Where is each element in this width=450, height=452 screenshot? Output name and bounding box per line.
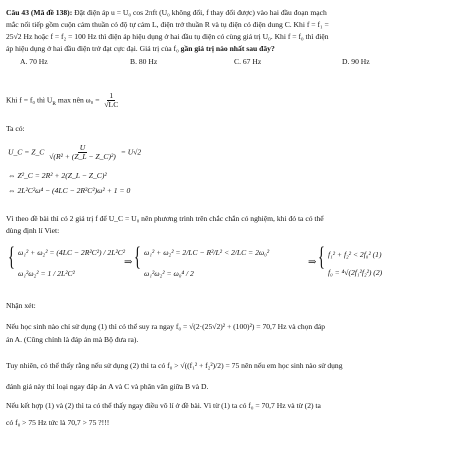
- answer-d: D. 90 Hz: [342, 57, 370, 66]
- resonance-text-a: Khi f = f₀ thì U: [6, 95, 53, 105]
- remark-2-line-b: đánh giá này thì loại ngay đáp án A và C và phân vân giữa B và D.: [6, 382, 209, 391]
- resonance-sub: R: [52, 101, 56, 108]
- resonance-text-b: max nên ω₀ =: [55, 95, 100, 105]
- resonance-den: √LC: [104, 100, 119, 110]
- implies-arrow-2: ⇒: [308, 257, 317, 268]
- resonance-line: [6, 92, 121, 110]
- uc-rhs: = U√2: [120, 147, 142, 157]
- question-emphasis: gần giá trị nào nhất sau đây?: [180, 44, 275, 53]
- question-header: Câu 43 (Mã đề 138):: [6, 8, 73, 17]
- answer-a: A. 70 Hz: [20, 57, 48, 66]
- question-line-4: [6, 44, 275, 53]
- system-2a: ω₁² + ω₂² = 2/LC − R²/L² < 2/LC = 2ω₀²: [144, 248, 270, 257]
- answer-b: B. 80 Hz: [130, 57, 158, 66]
- step-2: ⇔ 2L²C²ω⁴ − (4LC − 2R²C²)ω² + 1 = 0: [8, 186, 131, 195]
- question-text-1: Đặt điện áp u = U₀ cos 2πft (U₀ không đổi, f thay đổi được) vào hai đầu đoạn mạch: [74, 8, 327, 17]
- remark-1-line-b: án A. (Cũng chính là đáp án mà Bộ đưa ra).: [6, 335, 139, 344]
- system-1a: ω₁² + ω₂² = (4LC − 2R²C²) / 2L²C²: [18, 248, 126, 257]
- brace-3: {: [318, 242, 325, 271]
- resonance-fraction: [102, 92, 120, 110]
- step-1: ⇔ Z²_C = 2R² + 2(Z_L − Z_C)²: [8, 171, 107, 180]
- uc-den: √(R² + (Z_L − Z_C)²): [49, 152, 116, 162]
- question-line-2: mắc nối tiếp gồm cuộn cảm thuần có độ tự cảm L, điện trở thuần R và tụ điện có điện dung C. Khi f = f₁ =: [6, 20, 329, 29]
- system-3a: f₁² + f₂² < 2f₀² (1): [328, 250, 382, 259]
- uc-num: U: [79, 143, 86, 152]
- remark-2-line-a: Tuy nhiên, có thể thấy rằng nếu sử dụng (2) thì ta có f₀ > √((f₁² + f₂²)/2) = 75 nên nếu em học sinh nào sử dụng: [6, 361, 343, 370]
- uc-lhs: U_C = Z_C: [8, 147, 45, 157]
- remark-3-line-a: Nếu kết hợp (1) và (2) thì ta có thể thấy ngay điều vô lí ở đề bài. Vì từ (1) ta có f₀ = 70,7 Hz và từ (2) ta: [6, 401, 321, 410]
- brace-2: {: [134, 242, 141, 271]
- brace-1: {: [8, 242, 15, 271]
- uc-equation: [8, 144, 141, 162]
- ta-co-label: Ta có:: [6, 124, 25, 133]
- question-line-1: [6, 8, 327, 17]
- answer-c: C. 67 Hz: [234, 57, 262, 66]
- answer-options: [20, 57, 370, 66]
- remark-3-line-b: có f₀ > 75 Hz tức là 70,7 > 75 ?!!!: [6, 418, 110, 427]
- resonance-num: 1: [109, 91, 114, 100]
- question-line-3: 25√2 Hz hoặc f = f₂ = 100 Hz thì điện áp hiệu dụng ở hai đầu tụ điện có cùng giá trị U₀. Khi f = f₀ thì điện: [6, 32, 329, 41]
- question-text-4: áp hiệu dụng ở hai đầu điện trở đạt cực đại. Giá trị của f₀: [6, 44, 181, 53]
- nhan-xet-label: Nhận xét:: [6, 301, 36, 310]
- remark-1-line-a: Nếu học sinh nào chỉ sử dụng (1) thì có thể suy ra ngay f₀ = √(2·(25√2)² + (100)²) = 70,7 Hz và chọn đáp: [6, 322, 326, 331]
- system-2b: ω₁²ω₂² = ω₀⁴ / 2: [144, 269, 194, 278]
- viet-line-2: dùng định lí Viet:: [6, 226, 60, 235]
- uc-fraction: [47, 144, 118, 162]
- system-3b: f₀ = ⁴√(2f₁²f₂²) (2): [328, 268, 383, 277]
- implies-arrow-1: ⇒: [124, 257, 133, 268]
- viet-line-1: Vì theo đề bài thì có 2 giá trị f để U_C = U₀ nên phương trình trên chắc chắn có nghiệm, khi đó ta có thể: [6, 214, 324, 223]
- system-1b: ω₁²ω₂² = 1 / 2L²C²: [18, 269, 75, 278]
